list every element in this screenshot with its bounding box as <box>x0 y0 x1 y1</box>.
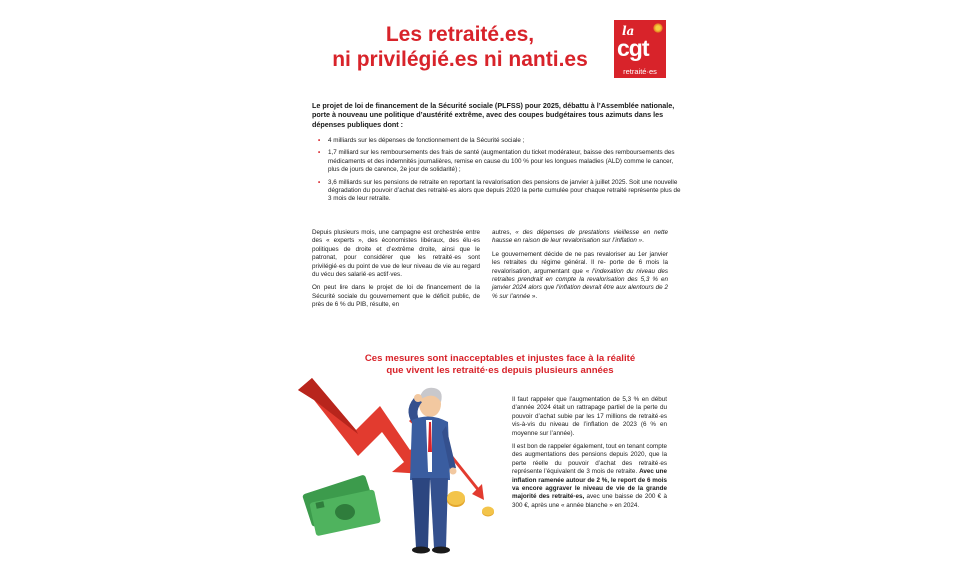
logo-figure-icon <box>653 23 663 33</box>
right-p1-quote: « des dépenses de prestations vieillesse en nette hausse en raison de leur revalorisation sur l’inflation » <box>492 229 669 245</box>
list-item <box>318 149 682 174</box>
list-item-text: 1,7 milliard sur les remboursements des frais de santé (augmentation du ticket modérateur, baisse des remboursements des médicaments et des indemnités journalières, remise en cause du 100 % pour les longues maladies (ALD) comme le cancer, plus de jours de carence, 2e jour de solidarité) ; <box>328 149 675 174</box>
list-item-text: 3,6 milliards sur les pensions de retraite en reportant la revalorisation des pensions de janvier à juillet 2025. Soit une nouvelle dégradation du pouvoir d’achat des retraité·es alors que depuis 2020 la perte cumulée pour chaque retraité représente plus de 3 mois de leur retraite. <box>328 178 681 203</box>
bullet-icon: • <box>318 178 321 186</box>
retiree-figure-icon <box>408 388 456 554</box>
left-column <box>312 229 480 315</box>
right-paragraph-2 <box>492 251 668 301</box>
section-heading-line-1: Ces mesures sont inacceptables et injustes face à la réalité <box>364 353 636 364</box>
right-paragraph-1 <box>492 229 668 246</box>
right-p1-text: autres, <box>492 229 516 236</box>
banknotes-icon <box>302 474 381 536</box>
bottom-paragraph-2 <box>512 443 667 510</box>
list-item-text: 4 milliards sur les dépenses de fonctionnement de la Sécurité sociale ; <box>328 137 525 144</box>
right-p1-end: . <box>642 237 644 245</box>
budget-cuts-list <box>318 137 682 208</box>
bullet-icon: • <box>318 149 321 157</box>
bottom-p2-end: avec une baisse de 200 € à 300 €, après une « année blanche » en 2024. <box>512 493 667 509</box>
bottom-p2-text: Il est bon de rappeler également, tout en tenant compte des augmentations des pensions depuis 2020, que la perte réelle du pouvoir d’achat des retraité·es représente l’équivalent de 3 mois de retraite. <box>512 443 667 476</box>
right-column <box>492 229 668 306</box>
right-p2-end: ». <box>530 292 538 300</box>
title-line-1: Les retraité.es, <box>385 23 535 46</box>
page-title <box>300 22 620 72</box>
cgt-retraites-logo <box>614 20 666 78</box>
bottom-column <box>512 396 667 515</box>
falling-arrow-icon <box>298 378 424 474</box>
right-p2-text: Le gouvernement décide de ne pas revaloriser au 1er janvier les retraites du régime général. Il re- porte de 6 mois la revalorisation, argumentant que « <box>492 250 668 275</box>
intro-paragraph: Le projet de loi de financement de la Sécurité sociale (PLFSS) pour 2025, débattu à l’Assemblée nationale, porte à nouveau une politique d’austérité extrême, avec des coupes budgétaires tous azimuts dans les dépenses publiques dont : <box>312 101 675 129</box>
left-paragraph-1: Depuis plusieurs mois, une campagne est orchestrée entre des « experts », des économistes libéraux, des élu·es politiques de droite et d’extrême droite, ainsi que le patronat, pour considérer que les retraité·es sont privilégié·es du point de vue de leur niveau de vie au regard du vécu des salarié·es actif·ves. <box>312 229 480 279</box>
section-heading-line-2: que vivent les retraité·es depuis plusieurs années <box>386 365 614 376</box>
left-paragraph-2: On peut lire dans le projet de loi de financement de la Sécurité sociale du gouvernement que le déficit public, de près de 6 % du PIB, résulte, en <box>312 284 480 309</box>
coins-icon <box>447 491 494 517</box>
right-p2-quote: l’indexation du niveau des retraites prendrait en compte la revalorisation des 5,3 % en janvier 2024 alors que l’inflation devrait être aux alentours de 2 % sur l’année <box>492 267 669 300</box>
logo-la: la <box>622 24 635 38</box>
logo-cgt: cgt <box>617 35 649 61</box>
worried-retiree-illustration <box>298 372 508 557</box>
bottom-paragraph-1: Il faut rappeler que l’augmentation de 5,3 % en début d’année 2024 était un rattrapage partiel de la perte du pouvoir d’achat subie par les 17 millions de retraité·es vis-à-vis du niveau de l’inflation de 2023 (6 % en moyenne sur l’année). <box>512 396 667 437</box>
list-item <box>318 179 682 204</box>
bullet-icon: • <box>318 137 321 144</box>
title-line-2: ni privilégié.es ni nanti.es <box>332 48 588 71</box>
bottom-p2-bold: Avec une inflation ramenée autour de 2 %, le report de 6 mois va encore aggraver le niveau de vie de la grande majorité des retraité·es, <box>512 468 667 501</box>
list-item <box>318 137 682 145</box>
logo-subtitle: retraité·es <box>623 67 657 76</box>
